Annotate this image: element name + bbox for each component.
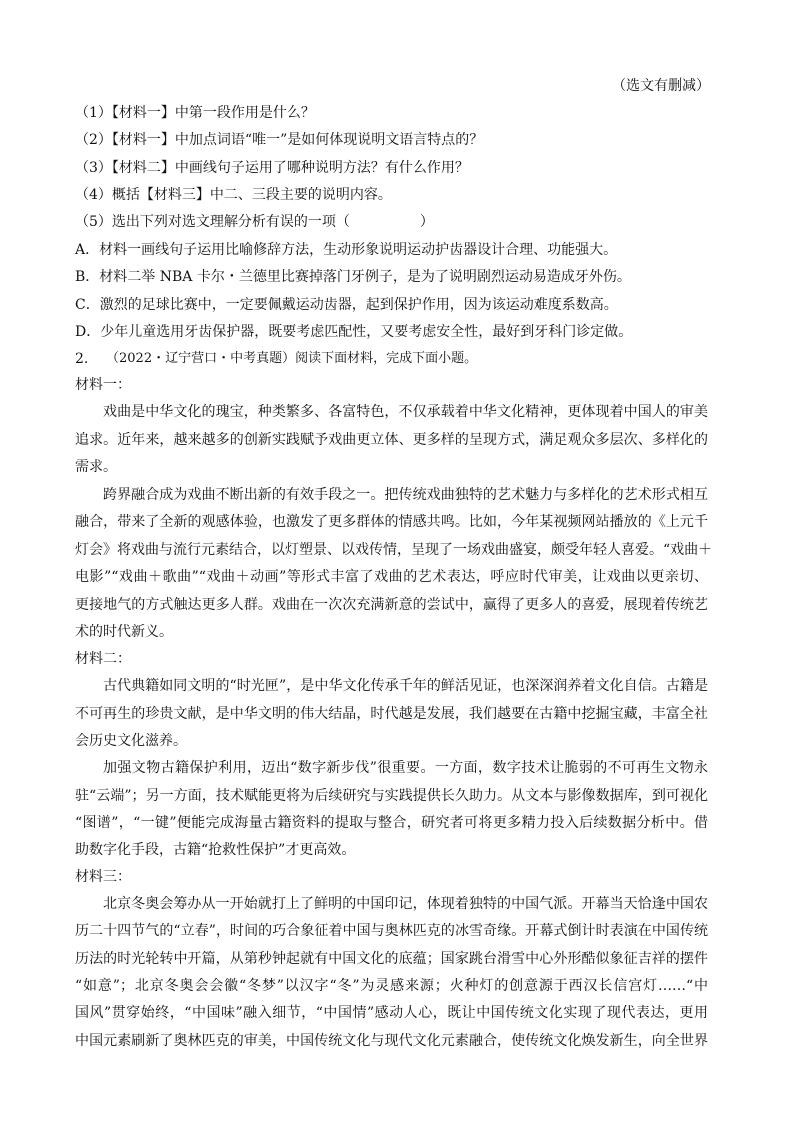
m1-line: 术的时代新义。 bbox=[75, 624, 173, 640]
m1-line: 戏曲是中华文化的瑰宝，种类繁多、各富特色，不仅承载着中华文化精神，更体现着中国人的审美 bbox=[103, 404, 708, 420]
m3-line: “如意”；北京冬奥会会徽“冬梦”以汉字“冬”为灵感来源；火种灯的创意源于西汉长信宫灯……“中 bbox=[75, 978, 708, 994]
question-4: （4）概括【材料三】中二、三段主要的说明内容。 bbox=[75, 187, 392, 203]
question-5: （5）选出下列对选文理解分析有误的一项（ ） bbox=[75, 214, 434, 230]
m2-line: 加强文物古籍保护利用，迈出“数字新步伐”很重要。一方面，数字技术让脆弱的不可再生文物永 bbox=[103, 760, 708, 776]
question-2: （2）【材料一】中加点词语“唯一”是如何体现说明文语言特点的？ bbox=[75, 132, 484, 148]
m2-line: 驻“云端”；另一方面，技术赋能更将为后续研究与实践提供长久助力。从文本与影像数据库，到可视化 bbox=[75, 788, 708, 804]
m1-line: 电影”“戏曲＋歌曲”“戏曲＋动画”等形式丰富了戏曲的艺术表达，呼应时代审美，让戏曲以更亲切、 bbox=[75, 569, 708, 585]
source-note: （选文有删减） bbox=[612, 78, 710, 94]
material-3-title: 材料三： bbox=[75, 869, 131, 885]
m1-line: 需求。 bbox=[75, 459, 117, 475]
option-a: A．材料一画线句子运用比喻修辞方法，生动形象说明运动护齿器设计合理、功能强大。 bbox=[75, 242, 618, 258]
problem-2-number: 2. bbox=[75, 351, 89, 367]
m2-line: 助数字化手段，古籍“抢救性保护”才更高效。 bbox=[75, 842, 356, 858]
option-d: D．少年儿童选用牙齿保护器，既要考虑匹配性，又要考虑安全性，最好到牙科门诊定做。 bbox=[75, 324, 633, 340]
m3-line: 历法的时光轮转中开篇，从第秒钟起就有中国文化的底蕴；国家跳台滑雪中心外形酷似象征吉祥的摆件 bbox=[75, 951, 708, 967]
m2-line: “图谱”，“一键”便能完成海量古籍资料的提取与整合，研究者可将更多精力投入后续数据分析中。借 bbox=[75, 815, 708, 831]
m1-line: 跨界融合成为戏曲不断出新的有效手段之一。把传统戏曲独特的艺术魅力与多样化的艺术形式相互 bbox=[103, 487, 708, 503]
m2-line: 不可再生的珍贵文献，是中华文明的伟大结晶，时代越是发展，我们越要在古籍中挖掘宝藏，丰富全社 bbox=[75, 706, 708, 722]
option-b: B．材料二举 NBA 卡尔・兰德里比赛掉落门牙例子，是为了说明剧烈运动易造成牙外伤。 bbox=[75, 269, 631, 285]
material-2-title: 材料二： bbox=[75, 651, 131, 667]
m3-line: 中国元素刷新了奥林匹克的审美，中国传统文化与现代文化元素融合，使传统文化焕发新生，向全世界 bbox=[75, 1033, 708, 1049]
material-1-title: 材料一： bbox=[75, 377, 131, 393]
m3-line: 北京冬奥会筹办从一开始就打上了鲜明的中国印记，体现着独特的中国气派。开幕当天恰逢中国农 bbox=[103, 896, 708, 912]
m3-line: 历二十四节气的“立春”，时间的巧合象征着中国与奥林匹克的冰雪奇缘。开幕式倒计时表演在中国传统 bbox=[75, 923, 708, 939]
problem-2-intro: （2022・辽宁营口・中考真题）阅读下面材料，完成下面小题。 bbox=[106, 351, 478, 366]
option-c: C．激烈的足球比赛中，一定要佩戴运动齿器，起到保护作用，因为该运动难度系数高。 bbox=[75, 297, 618, 313]
m3-line: 国风”贯穿始终，“中国味”融入细节，“中国情”感动人心，既让中国传统文化实现了现代表达，更用 bbox=[75, 1005, 708, 1021]
m1-line: 追求。近年来，越来越多的创新实践赋予戏曲更立体、更多样的呈现方式，满足观众多层次、多样化的 bbox=[75, 432, 708, 448]
m1-line: 更接地气的方式触达更多人群。戏曲在一次次充满新意的尝试中，赢得了更多人的喜爱，展现着传统艺 bbox=[75, 597, 708, 613]
question-1: （1）【材料一】中第一段作用是什么？ bbox=[75, 105, 315, 121]
m1-line: 融合，带来了全新的观感体验，也激发了更多群体的情感共鸣。比如，今年某视频网站播放的《上元千 bbox=[75, 514, 708, 530]
question-3: （3）【材料二】中画线句子运用了哪种说明方法？有什么作用？ bbox=[75, 160, 469, 176]
m2-line: 古代典籍如同文明的“时光匣”，是中华文化传承千年的鲜活见证，也深深润养着文化自信。古籍是 bbox=[103, 678, 708, 694]
m1-line: 灯会》将戏曲与流行元素结合，以灯塑景、以戏传情，呈现了一场戏曲盛宴，颇受年轻人喜爱。“戏曲＋ bbox=[75, 542, 713, 558]
m2-line: 会历史文化滋养。 bbox=[75, 733, 187, 749]
